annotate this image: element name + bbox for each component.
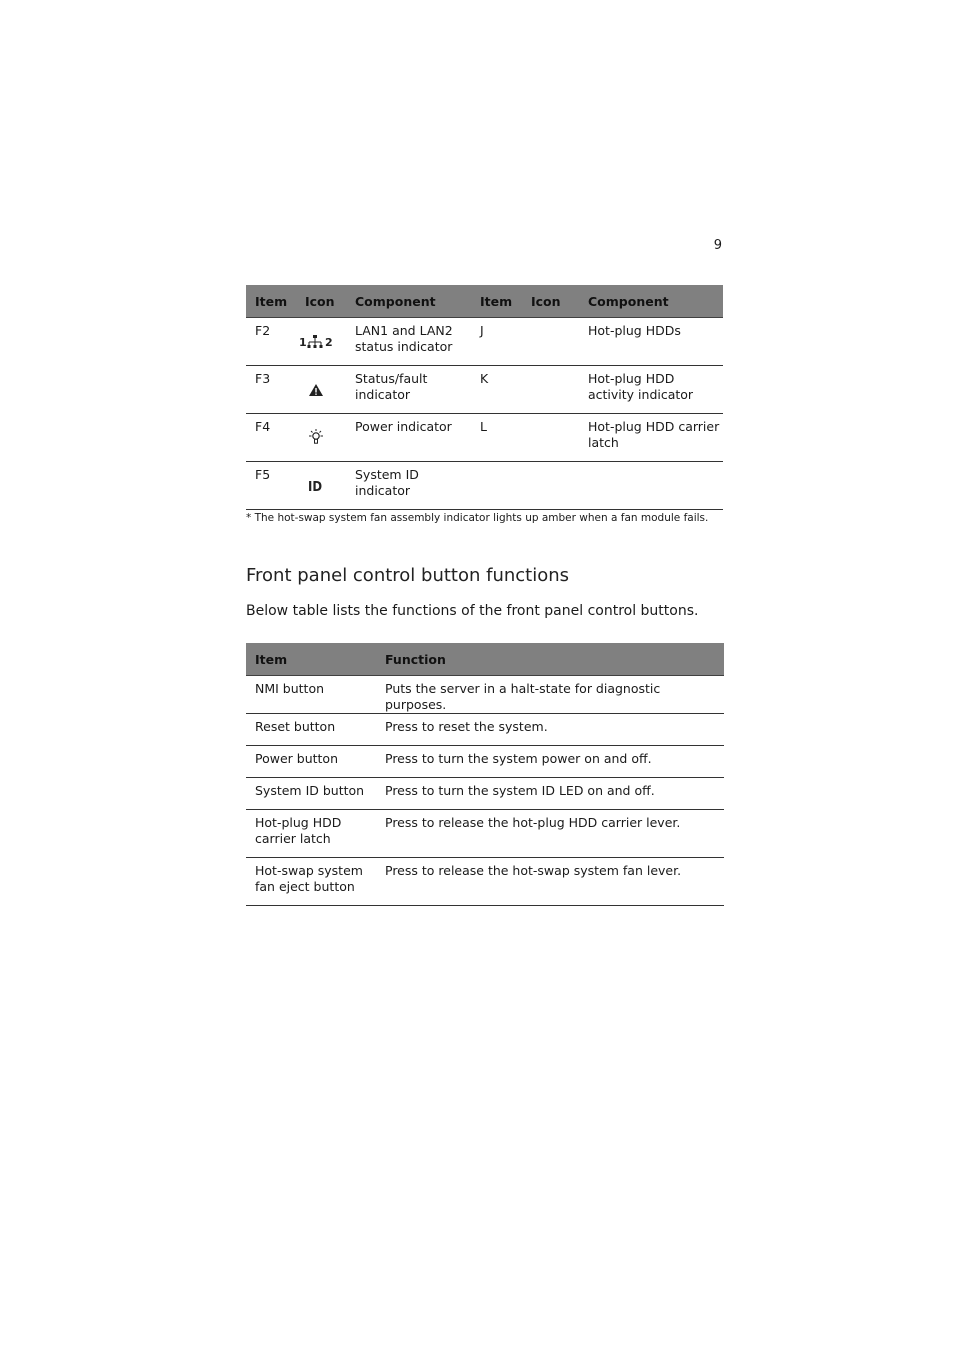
- function-cell: Press to release the hot-swap system fan lever.: [376, 858, 724, 906]
- function-cell: Press to release the hot-plug HDD carrier lever.: [376, 810, 724, 858]
- item-cell: J: [471, 318, 522, 366]
- item-cell: L: [471, 414, 522, 462]
- component-cell: Hot-plug HDD carrier latch: [579, 414, 723, 462]
- function-cell: Press to turn the system power on and off.: [376, 746, 724, 778]
- warning-icon: [296, 380, 336, 400]
- item-cell: Hot-swap system fan eject button: [246, 858, 376, 906]
- table-row: [246, 318, 723, 366]
- component-cell: Power indicator: [346, 414, 471, 462]
- system-id-icon-label: ID: [308, 480, 323, 494]
- table-row: [246, 778, 724, 810]
- table-row: [246, 462, 723, 510]
- item-cell: Reset button: [246, 714, 376, 746]
- item-cell: F5: [246, 462, 296, 510]
- intro-paragraph: Below table lists the functions of the front panel control buttons.: [246, 603, 699, 619]
- component-table-header: [246, 285, 723, 318]
- system-id-icon: [296, 476, 336, 496]
- header-icon: Icon: [522, 285, 579, 318]
- component-cell: Hot-plug HDD activity indicator: [579, 366, 723, 414]
- header-item: Item: [246, 285, 296, 318]
- item-cell: F2: [246, 318, 296, 366]
- lan-icon: [296, 332, 336, 352]
- component-cell: System ID indicator: [346, 462, 471, 510]
- header-item: Item: [246, 643, 376, 676]
- component-cell: LAN1 and LAN2 status indicator: [346, 318, 471, 366]
- header-item: Item: [471, 285, 522, 318]
- item-cell: Hot-plug HDD carrier latch: [246, 810, 376, 858]
- table-row: [246, 366, 723, 414]
- component-cell: [579, 462, 723, 510]
- function-cell: Press to reset the system.: [376, 714, 724, 746]
- component-cell: Status/fault indicator: [346, 366, 471, 414]
- lan-icon-label-2: 2: [325, 336, 333, 349]
- component-table: [246, 285, 723, 510]
- item-cell: NMI button: [246, 676, 376, 714]
- table-row: [246, 858, 724, 906]
- header-function: Function: [376, 643, 724, 676]
- component-cell: Hot-plug HDDs: [579, 318, 723, 366]
- page-number: 9: [713, 238, 722, 253]
- item-cell: System ID button: [246, 778, 376, 810]
- item-cell: [471, 462, 522, 510]
- table-row: [246, 414, 723, 462]
- item-cell: Power button: [246, 746, 376, 778]
- power-light-icon: [296, 428, 336, 448]
- item-cell: F4: [246, 414, 296, 462]
- function-table-header: [246, 643, 724, 676]
- table-row: [246, 810, 724, 858]
- header-component: Component: [579, 285, 723, 318]
- table-row: [246, 714, 724, 746]
- header-component: Component: [346, 285, 471, 318]
- section-title: Front panel control button functions: [246, 565, 570, 586]
- table-row: [246, 746, 724, 778]
- item-cell: K: [471, 366, 522, 414]
- table-row: [246, 676, 724, 714]
- header-icon: Icon: [296, 285, 346, 318]
- item-cell: F3: [246, 366, 296, 414]
- lan-icon-label-1: 1: [299, 336, 307, 349]
- function-cell: Puts the server in a halt-state for diagnostic purposes.: [376, 676, 724, 714]
- function-cell: Press to turn the system ID LED on and off.: [376, 778, 724, 810]
- footnote: * The hot-swap system fan assembly indicator lights up amber when a fan module fails.: [246, 512, 709, 524]
- function-table: [246, 643, 724, 906]
